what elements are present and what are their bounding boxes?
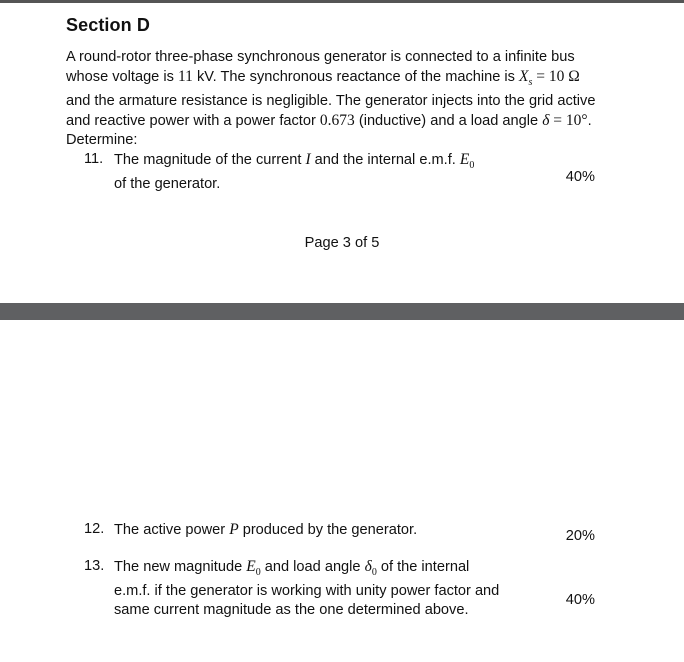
intro-text-4: (inductive) and a load angle [354, 113, 543, 130]
load-angle-symbol: δ [542, 112, 550, 130]
question-text-part: The magnitude of the current [114, 152, 306, 168]
emf-letter: E [459, 151, 470, 168]
bus-voltage-value: 11 [177, 68, 193, 85]
intro-text-3: and the armature resistance is negligible. The generator injects into the grid active and reactive power with a power factor [66, 93, 596, 130]
angle-subscript: 0 [371, 567, 377, 579]
intro-text-1: A round-rotor three-phase synchronous generator is connected to a infinite bus whose voltage is [66, 49, 575, 85]
current-symbol: I [305, 151, 311, 168]
emf-symbol [246, 558, 261, 579]
page-separator [0, 303, 684, 320]
emf-subscript: 0 [469, 160, 475, 172]
question-text-part: of the internal e.m.f. if the generator is working with unity power factor and same current magnitude as the one determined above. [114, 559, 500, 619]
power-factor-value: 0.673 [319, 112, 355, 130]
emf-letter: E [246, 558, 256, 575]
emf-subscript: 0 [255, 567, 261, 579]
load-angle-value: = 10° [549, 112, 588, 130]
question-text-part: of the generator. [114, 176, 221, 193]
problem-statement [66, 48, 606, 150]
page-number: Page 3 of 5 [304, 235, 380, 251]
question-12-weight: 20% [565, 528, 595, 544]
intro-text-5: . Determine: [66, 113, 592, 149]
reactance-value: = 10 Ω [532, 68, 580, 85]
question-text-part: produced by the generator. [238, 522, 418, 538]
intro-text-2: kV. The synchronous reactance of the machine is [192, 69, 520, 85]
angle-symbol [364, 558, 377, 579]
power-symbol: P [229, 521, 239, 538]
question-text-part: The new magnitude [114, 559, 247, 575]
load-angle-expression [542, 112, 587, 129]
angle-letter: δ [364, 558, 372, 575]
question-number: 11. [84, 151, 104, 167]
emf-symbol [459, 151, 475, 172]
question-11-weight: 40% [565, 169, 595, 185]
question-number: 12. [84, 521, 105, 537]
question-text [114, 150, 506, 194]
section-heading: Section D [66, 15, 150, 35]
question-text-part: and the internal e.m.f. [310, 152, 460, 168]
question-text [114, 557, 506, 620]
question-text [114, 520, 506, 540]
question-text-part: The active power [114, 522, 230, 538]
question-text-part: and load angle [260, 559, 365, 575]
reactance-subscript: s [528, 77, 533, 89]
reactance-symbol: X [519, 68, 529, 85]
question-13-weight: 40% [565, 592, 595, 608]
question-number: 13. [84, 558, 105, 574]
page-3 [0, 3, 684, 303]
page-4 [0, 320, 684, 662]
reactance-expression [519, 68, 580, 89]
